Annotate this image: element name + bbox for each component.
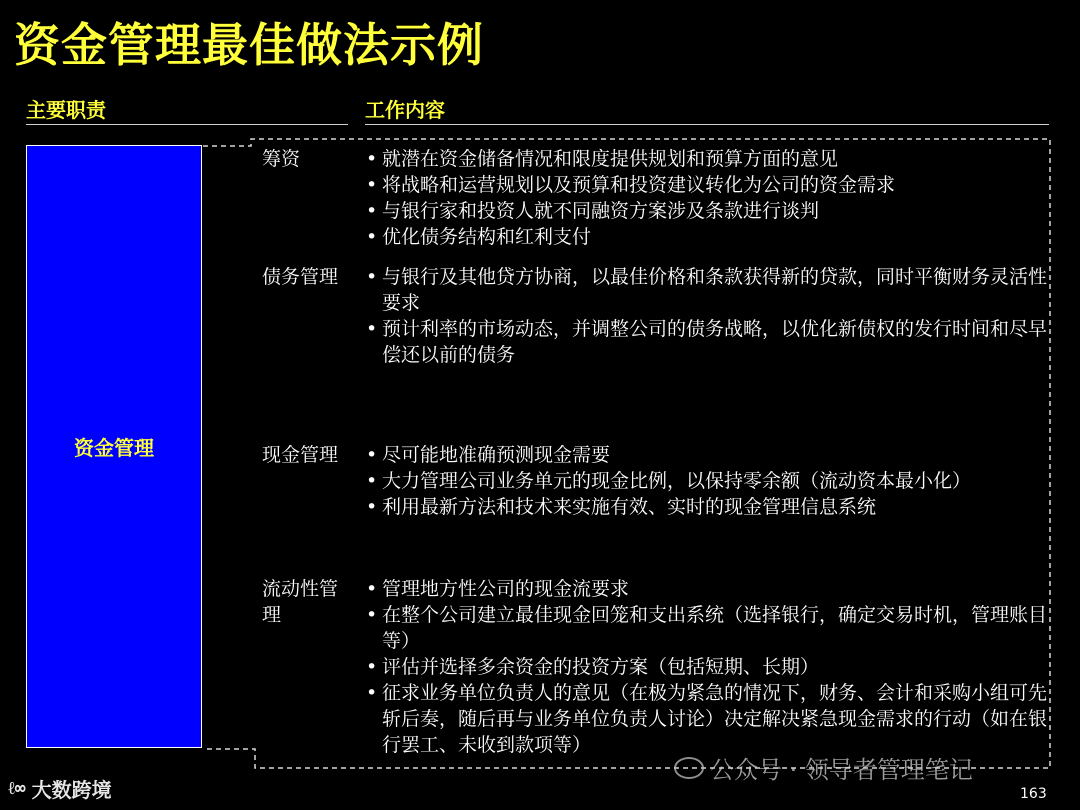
bullet-list — [366, 264, 1050, 368]
bullet-dot: • — [366, 318, 378, 340]
bullet-dot: • — [366, 444, 378, 466]
bullet-dot: • — [366, 470, 378, 492]
bullet-dot: • — [366, 604, 378, 626]
bullet-item: • 评估并选择多余资金的投资方案（包括短期、长期） — [366, 656, 820, 678]
bullet-item: • 优化债务结构和红利支付 — [366, 226, 592, 248]
bullet-dot: • — [366, 682, 378, 704]
role-label: 资金管理 — [74, 436, 154, 460]
bullet-item: • 在整个公司建立最佳现金回笼和支出系统（选择银行，确定交易时机，管理账目等） — [366, 604, 1048, 652]
bullet-dot: • — [366, 578, 378, 600]
bullet-dot: • — [366, 226, 378, 248]
bullet-item: • 尽可能地准确预测现金需要 — [366, 444, 611, 466]
watermark — [674, 750, 973, 785]
section-name: 现金管理 — [262, 444, 339, 466]
bullet-item: • 与银行及其他贷方协商，以最佳价格和条款获得新的贷款，同时平衡财务灵活性要求 — [366, 266, 1048, 314]
page-number: 163 — [1020, 786, 1047, 802]
brand-logo — [8, 774, 112, 803]
section-name: 债务管理 — [262, 266, 339, 288]
wechat-icon — [674, 757, 704, 779]
bullet-item: • 征求业务单位负责人的意见（在极为紧急的情况下，财务、会计和采购小组可先斩后奏，随后再与业务单位负责人讨论）决定解决紧急现金需求的行动（如在银行罢工、未收到款项等） — [366, 682, 1048, 756]
section-name: 筹资 — [262, 148, 301, 170]
page-title: 资金管理最佳做法示例 — [14, 18, 484, 72]
bullet-list — [366, 442, 1050, 520]
bullet-item: • 就潜在资金储备情况和限度提供规划和预算方面的意见 — [366, 148, 839, 170]
bullet-item: • 大力管理公司业务单元的现金比例，以保持零余额（流动资本最小化） — [366, 470, 972, 492]
logo-text: 大数跨境 — [31, 778, 112, 802]
bullet-item: • 预计利率的市场动态，并调整公司的债务战略，以优化新债权的发行时间和尽早偿还以前的债务 — [366, 318, 1048, 366]
logo-mark-icon: ℓ∞ — [8, 778, 26, 799]
header-main-duty: 主要职责 — [26, 98, 106, 122]
bullet-item: • 管理地方性公司的现金流要求 — [366, 578, 630, 600]
bullet-dot: • — [366, 266, 378, 288]
bullet-dot: • — [366, 656, 378, 678]
bullet-dot: • — [366, 496, 378, 518]
bullet-item: • 利用最新方法和技术来实施有效、实时的现金管理信息系统 — [366, 496, 877, 518]
bullet-list — [366, 576, 1050, 758]
bullet-item: • 将战略和运营规划以及预算和投资建议转化为公司的资金需求 — [366, 174, 896, 196]
bullet-dot: • — [366, 148, 378, 170]
section-name: 流动性管理 — [262, 578, 339, 626]
bullet-list — [366, 146, 1050, 250]
bullet-item: • 与银行家和投资人就不同融资方案涉及条款进行谈判 — [366, 200, 820, 222]
bullet-dot: • — [366, 174, 378, 196]
header-work-content: 工作内容 — [365, 98, 445, 122]
watermark-text: 公众号 · 领导者管理笔记 — [710, 756, 973, 784]
bullet-dot: • — [366, 200, 378, 222]
